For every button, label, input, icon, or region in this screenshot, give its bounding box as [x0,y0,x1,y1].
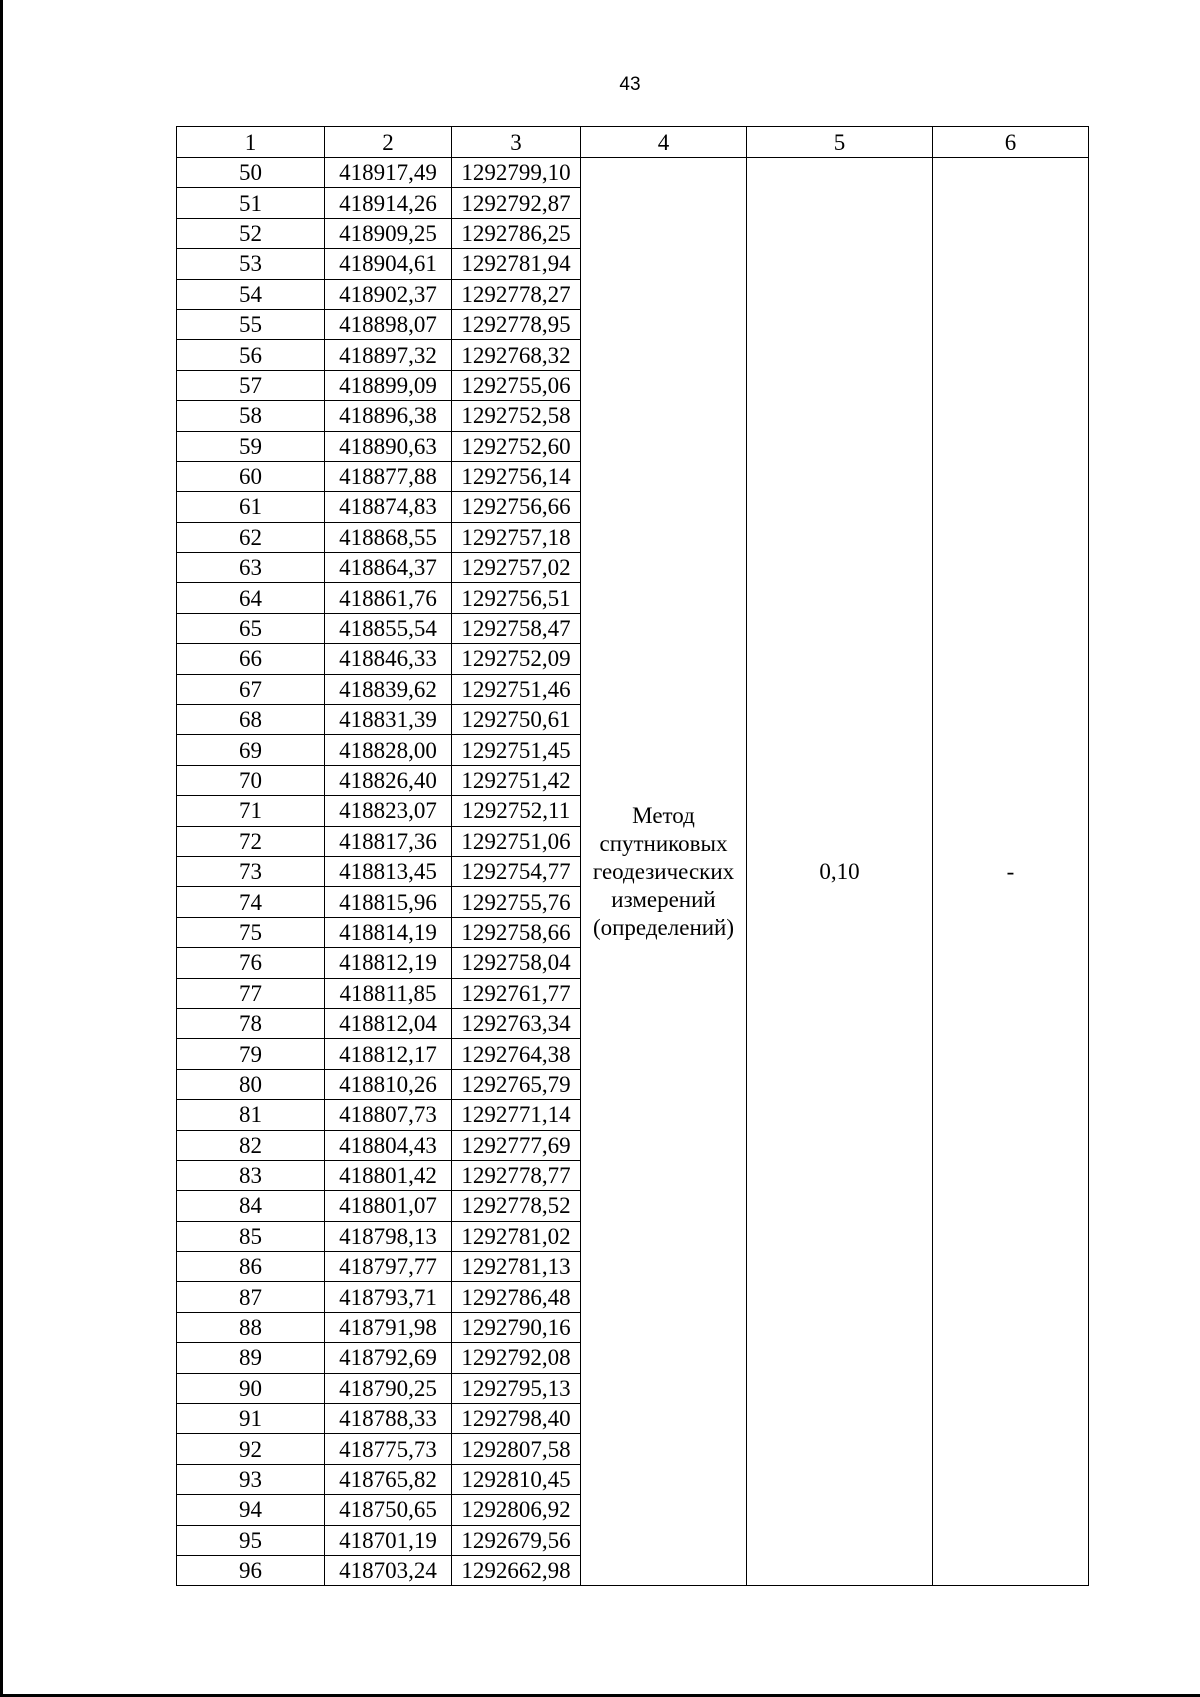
point-number-cell: 78 [177,1008,325,1038]
y-coordinate-cell: 1292807,58 [452,1434,581,1464]
accuracy-cell: 0,10 [747,158,933,1586]
x-coordinate-cell: 418826,40 [325,765,452,795]
y-coordinate-cell: 1292764,38 [452,1039,581,1069]
y-coordinate-cell: 1292752,11 [452,796,581,826]
x-coordinate-cell: 418807,73 [325,1100,452,1130]
column-header-1: 1 [177,127,325,158]
point-number-cell: 64 [177,583,325,613]
x-coordinate-cell: 418701,19 [325,1525,452,1555]
x-coordinate-cell: 418801,42 [325,1160,452,1190]
x-coordinate-cell: 418823,07 [325,796,452,826]
x-coordinate-cell: 418890,63 [325,431,452,461]
y-coordinate-cell: 1292795,13 [452,1373,581,1403]
point-number-cell: 65 [177,613,325,643]
point-number-cell: 95 [177,1525,325,1555]
method-text-line: спутниковых [599,830,728,856]
point-number-cell: 61 [177,492,325,522]
x-coordinate-cell: 418898,07 [325,309,452,339]
column6-cell: - [933,158,1089,1586]
y-coordinate-cell: 1292751,06 [452,826,581,856]
y-coordinate-cell: 1292751,45 [452,735,581,765]
x-coordinate-cell: 418765,82 [325,1464,452,1494]
point-number-cell: 53 [177,249,325,279]
table-body [177,158,1089,1586]
x-coordinate-cell: 418904,61 [325,249,452,279]
point-number-cell: 71 [177,796,325,826]
y-coordinate-cell: 1292758,47 [452,613,581,643]
point-number-cell: 88 [177,1312,325,1342]
point-number-cell: 51 [177,188,325,218]
x-coordinate-cell: 418804,43 [325,1130,452,1160]
y-coordinate-cell: 1292792,87 [452,188,581,218]
point-number-cell: 58 [177,401,325,431]
y-coordinate-cell: 1292781,13 [452,1252,581,1282]
x-coordinate-cell: 418917,49 [325,158,452,188]
point-number-cell: 81 [177,1100,325,1130]
y-coordinate-cell: 1292757,18 [452,522,581,552]
point-number-cell: 66 [177,644,325,674]
method-cell [581,158,747,1586]
y-coordinate-cell: 1292756,51 [452,583,581,613]
point-number-cell: 77 [177,978,325,1008]
x-coordinate-cell: 418855,54 [325,613,452,643]
point-number-cell: 83 [177,1160,325,1190]
x-coordinate-cell: 418902,37 [325,279,452,309]
y-coordinate-cell: 1292806,92 [452,1495,581,1525]
y-coordinate-cell: 1292790,16 [452,1312,581,1342]
column-header-2: 2 [325,127,452,158]
y-coordinate-cell: 1292777,69 [452,1130,581,1160]
point-number-cell: 60 [177,461,325,491]
x-coordinate-cell: 418750,65 [325,1495,452,1525]
point-number-cell: 56 [177,340,325,370]
y-coordinate-cell: 1292792,08 [452,1343,581,1373]
x-coordinate-cell: 418846,33 [325,644,452,674]
x-coordinate-cell: 418791,98 [325,1312,452,1342]
y-coordinate-cell: 1292757,02 [452,553,581,583]
column-header-5: 5 [747,127,933,158]
x-coordinate-cell: 418801,07 [325,1191,452,1221]
x-coordinate-cell: 418896,38 [325,401,452,431]
x-coordinate-cell: 418861,76 [325,583,452,613]
y-coordinate-cell: 1292751,46 [452,674,581,704]
x-coordinate-cell: 418914,26 [325,188,452,218]
table-row [177,158,1089,188]
y-coordinate-cell: 1292679,56 [452,1525,581,1555]
x-coordinate-cell: 418810,26 [325,1069,452,1099]
scan-border-left [0,0,3,1697]
column-header-4: 4 [581,127,747,158]
point-number-cell: 55 [177,309,325,339]
y-coordinate-cell: 1292756,66 [452,492,581,522]
y-coordinate-cell: 1292752,60 [452,431,581,461]
point-number-cell: 68 [177,705,325,735]
point-number-cell: 89 [177,1343,325,1373]
point-number-cell: 80 [177,1069,325,1099]
y-coordinate-cell: 1292752,09 [452,644,581,674]
point-number-cell: 91 [177,1404,325,1434]
point-number-cell: 67 [177,674,325,704]
point-number-cell: 94 [177,1495,325,1525]
y-coordinate-cell: 1292798,40 [452,1404,581,1434]
x-coordinate-cell: 418831,39 [325,705,452,735]
point-number-cell: 85 [177,1221,325,1251]
method-text-line: измерений [611,886,716,912]
y-coordinate-cell: 1292778,27 [452,279,581,309]
column-header-3: 3 [452,127,581,158]
y-coordinate-cell: 1292778,52 [452,1191,581,1221]
x-coordinate-cell: 418868,55 [325,522,452,552]
x-coordinate-cell: 418877,88 [325,461,452,491]
point-number-cell: 52 [177,218,325,248]
point-number-cell: 50 [177,158,325,188]
y-coordinate-cell: 1292778,95 [452,309,581,339]
point-number-cell: 86 [177,1252,325,1282]
y-coordinate-cell: 1292763,34 [452,1008,581,1038]
y-coordinate-cell: 1292758,04 [452,948,581,978]
point-number-cell: 72 [177,826,325,856]
y-coordinate-cell: 1292756,14 [452,461,581,491]
y-coordinate-cell: 1292761,77 [452,978,581,1008]
point-number-cell: 76 [177,948,325,978]
x-coordinate-cell: 418775,73 [325,1434,452,1464]
point-number-cell: 75 [177,917,325,947]
x-coordinate-cell: 418874,83 [325,492,452,522]
x-coordinate-cell: 418797,77 [325,1252,452,1282]
y-coordinate-cell: 1292765,79 [452,1069,581,1099]
x-coordinate-cell: 418793,71 [325,1282,452,1312]
point-number-cell: 54 [177,279,325,309]
y-coordinate-cell: 1292750,61 [452,705,581,735]
point-number-cell: 92 [177,1434,325,1464]
x-coordinate-cell: 418790,25 [325,1373,452,1403]
y-coordinate-cell: 1292771,14 [452,1100,581,1130]
x-coordinate-cell: 418798,13 [325,1221,452,1251]
point-number-cell: 69 [177,735,325,765]
x-coordinate-cell: 418811,85 [325,978,452,1008]
y-coordinate-cell: 1292786,25 [452,218,581,248]
column-header-6: 6 [933,127,1089,158]
y-coordinate-cell: 1292799,10 [452,158,581,188]
x-coordinate-cell: 418899,09 [325,370,452,400]
x-coordinate-cell: 418864,37 [325,553,452,583]
y-coordinate-cell: 1292758,66 [452,917,581,947]
point-number-cell: 62 [177,522,325,552]
point-number-cell: 82 [177,1130,325,1160]
x-coordinate-cell: 418812,17 [325,1039,452,1069]
x-coordinate-cell: 418814,19 [325,917,452,947]
x-coordinate-cell: 418813,45 [325,856,452,886]
x-coordinate-cell: 418815,96 [325,887,452,917]
point-number-cell: 70 [177,765,325,795]
y-coordinate-cell: 1292781,02 [452,1221,581,1251]
x-coordinate-cell: 418839,62 [325,674,452,704]
y-coordinate-cell: 1292662,98 [452,1555,581,1585]
point-number-cell: 79 [177,1039,325,1069]
method-text-line: (определений) [592,914,735,940]
x-coordinate-cell: 418792,69 [325,1343,452,1373]
y-coordinate-cell: 1292755,76 [452,887,581,917]
method-text-line: геодезических [592,858,735,884]
point-number-cell: 59 [177,431,325,461]
x-coordinate-cell: 418812,19 [325,948,452,978]
point-number-cell: 84 [177,1191,325,1221]
coordinates-table [176,126,1089,1586]
y-coordinate-cell: 1292754,77 [452,856,581,886]
point-number-cell: 63 [177,553,325,583]
point-number-cell: 87 [177,1282,325,1312]
x-coordinate-cell: 418828,00 [325,735,452,765]
y-coordinate-cell: 1292768,32 [452,340,581,370]
point-number-cell: 93 [177,1464,325,1494]
point-number-cell: 57 [177,370,325,400]
page-number: 43 [619,74,641,95]
point-number-cell: 90 [177,1373,325,1403]
method-text-line: Метод [632,802,695,828]
y-coordinate-cell: 1292752,58 [452,401,581,431]
y-coordinate-cell: 1292778,77 [452,1160,581,1190]
x-coordinate-cell: 418788,33 [325,1404,452,1434]
x-coordinate-cell: 418897,32 [325,340,452,370]
point-number-cell: 74 [177,887,325,917]
y-coordinate-cell: 1292755,06 [452,370,581,400]
table-header-row [177,127,1089,158]
x-coordinate-cell: 418909,25 [325,218,452,248]
y-coordinate-cell: 1292781,94 [452,249,581,279]
y-coordinate-cell: 1292810,45 [452,1464,581,1494]
y-coordinate-cell: 1292751,42 [452,765,581,795]
x-coordinate-cell: 418817,36 [325,826,452,856]
point-number-cell: 96 [177,1555,325,1585]
y-coordinate-cell: 1292786,48 [452,1282,581,1312]
x-coordinate-cell: 418812,04 [325,1008,452,1038]
x-coordinate-cell: 418703,24 [325,1555,452,1585]
point-number-cell: 73 [177,856,325,886]
